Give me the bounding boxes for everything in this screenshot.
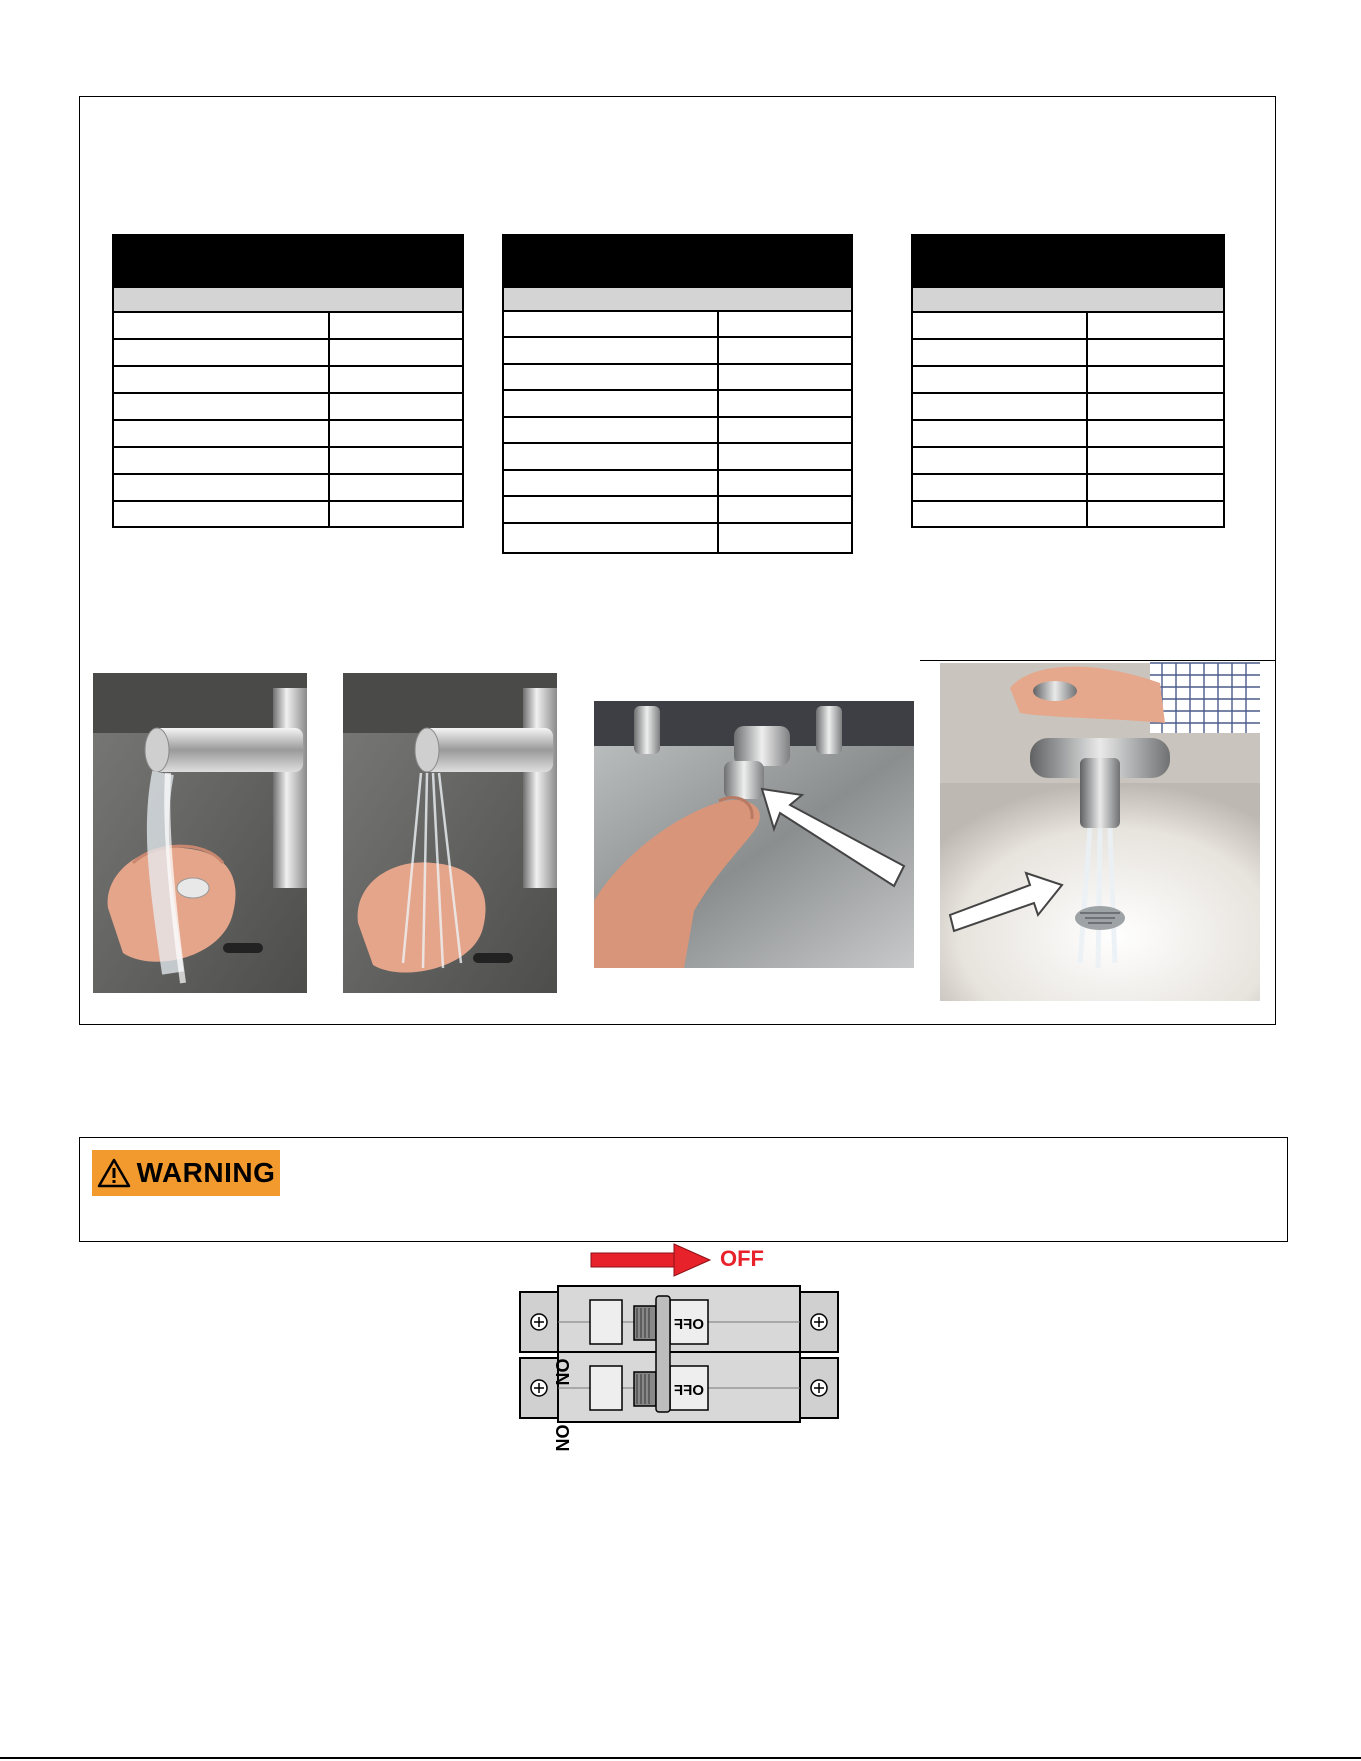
table-row xyxy=(114,419,462,421)
off-direction-label: OFF xyxy=(720,1246,764,1271)
breaker-on-label-bottom: ON xyxy=(552,1424,572,1452)
breaker-tie-handle xyxy=(656,1296,670,1412)
table-header xyxy=(114,236,462,288)
table-row xyxy=(504,522,851,524)
table-subheader xyxy=(504,288,851,312)
photo-faucet-without-aerator xyxy=(93,673,307,993)
table-column-divider xyxy=(717,312,719,554)
off-arrow-icon xyxy=(590,1243,712,1277)
page-footer-line xyxy=(0,1757,1361,1759)
table-row xyxy=(114,500,462,502)
frame-divider xyxy=(920,660,1276,661)
table-row xyxy=(913,473,1223,475)
table-row xyxy=(114,338,462,340)
table-row xyxy=(504,389,851,391)
photo-faucet-with-aerator xyxy=(343,673,557,993)
breaker-off-label-top: OFF xyxy=(674,1316,704,1333)
table-subheader xyxy=(114,288,462,313)
table-row xyxy=(504,495,851,497)
table-row xyxy=(913,338,1223,340)
table-row xyxy=(114,446,462,448)
table-row xyxy=(504,336,851,338)
warning-triangle-icon xyxy=(97,1158,131,1188)
table-row xyxy=(504,416,851,418)
table-row xyxy=(504,469,851,471)
table-subheader xyxy=(913,288,1223,313)
table-row xyxy=(913,419,1223,421)
breaker-on-label-top: ON xyxy=(552,1358,572,1386)
table-header xyxy=(504,236,851,288)
circuit-breaker-diagram xyxy=(518,1284,840,1452)
flow-table-1 xyxy=(112,234,464,528)
table-row xyxy=(504,442,851,444)
table-row xyxy=(504,363,851,365)
table-row xyxy=(913,392,1223,394)
table-row xyxy=(114,473,462,475)
warning-badge xyxy=(92,1150,280,1196)
flow-table-2 xyxy=(502,234,853,554)
table-header xyxy=(913,236,1223,288)
table-row xyxy=(913,500,1223,502)
table-row xyxy=(114,365,462,367)
table-row xyxy=(913,365,1223,367)
photo-flush-faucet xyxy=(940,663,1260,1001)
table-row xyxy=(114,392,462,394)
warning-label: WARNING xyxy=(136,1157,276,1188)
flow-table-3 xyxy=(911,234,1225,528)
breaker-off-label-bottom: OFF xyxy=(674,1382,704,1399)
table-row xyxy=(913,446,1223,448)
photo-remove-aerator xyxy=(594,701,914,968)
